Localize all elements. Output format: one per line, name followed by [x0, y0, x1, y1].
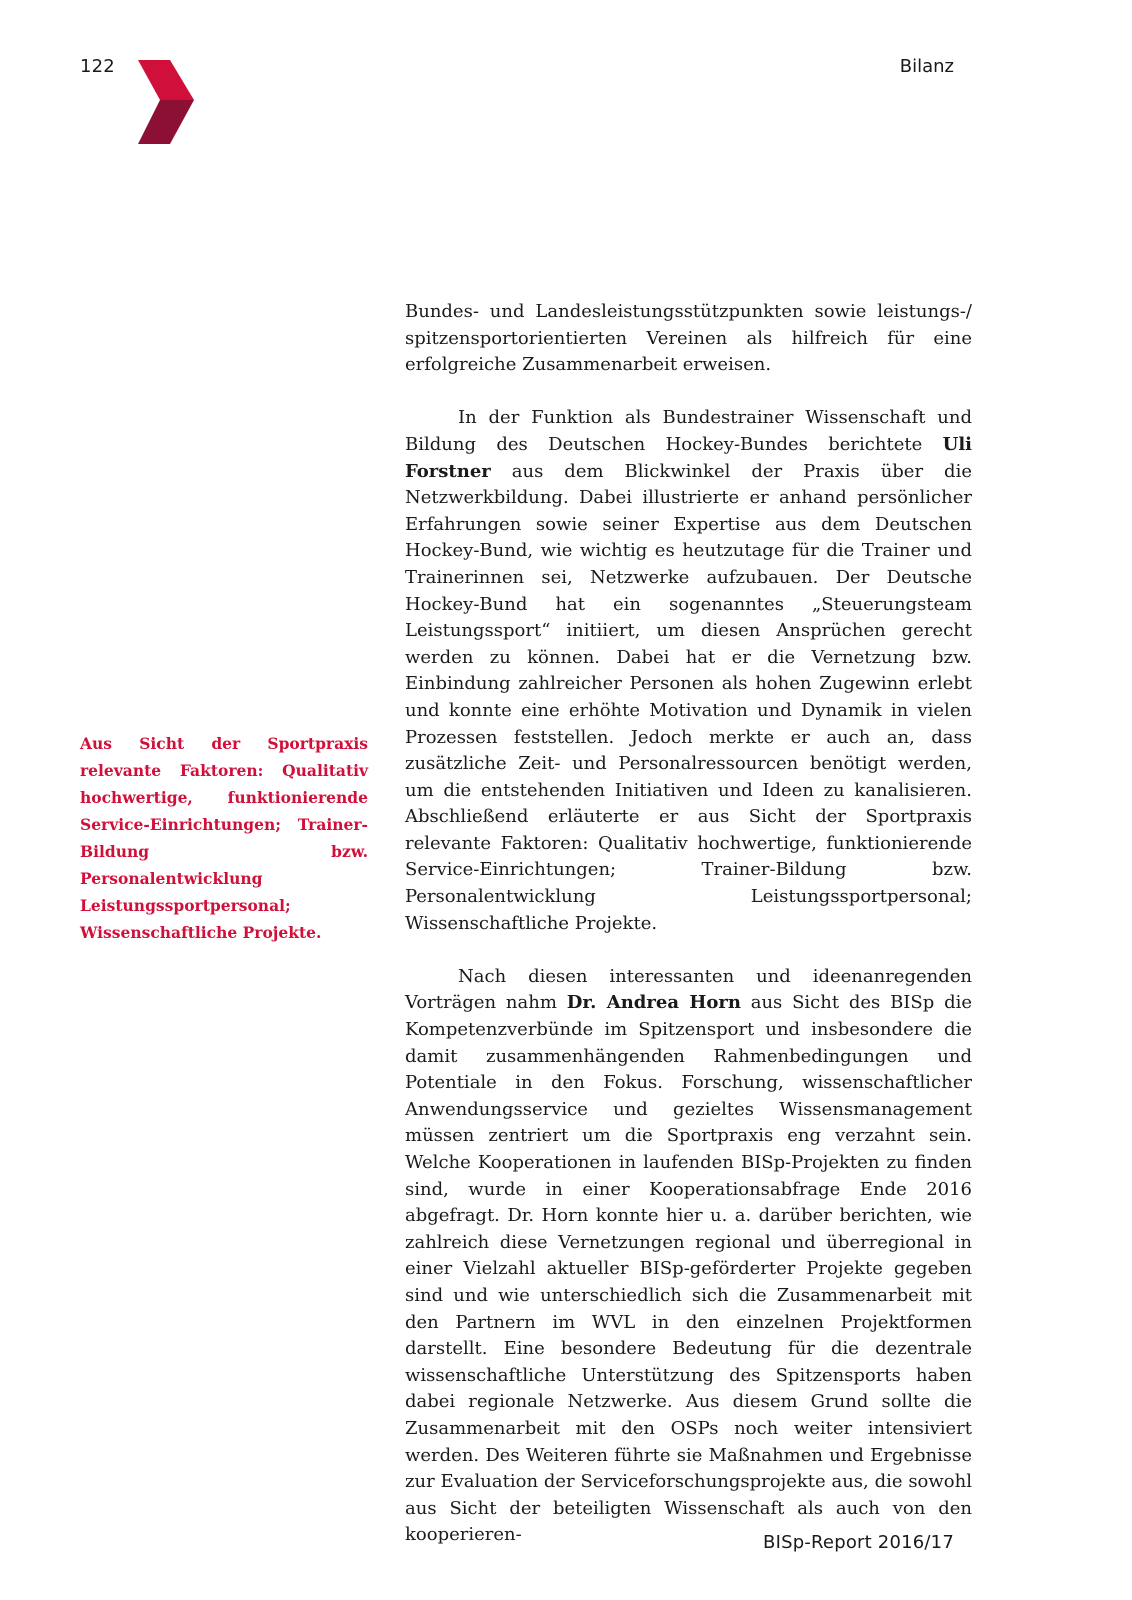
body-text: [405, 299, 972, 1576]
chevron-bottom-part: [138, 100, 194, 144]
speaker-name-forstner: Uli Forstner: [405, 433, 972, 482]
paragraph-1: Bundes- und Landesleistungsstützpunkten sowie leistungs-/ spitzensportorientierten Vereinen als hilfreich für eine erfolgreiche Zusammenarbeit erweisen.: [405, 301, 972, 376]
paragraph-3-lead: Nach diesen interessanten und ideenanregenden Vorträgen nahm: [405, 965, 972, 1014]
section-title: Bilanz: [899, 56, 954, 77]
footer-report-title: BISp-Report 2016/17: [763, 1532, 954, 1553]
paragraph-2: [405, 405, 972, 937]
page-number: 122: [80, 56, 115, 77]
paragraph-3: [405, 964, 972, 1549]
chevron-top-part: [138, 60, 194, 100]
paragraph-3-rest: aus Sicht des BISp die Kompetenzverbünde im Spitzensport und insbesondere die damit zusammenhängenden Rahmenbedingungen und Potentiale in den Fokus. Forschung, wissenschaftlicher Anwendungsservice und gezieltes Wissensmanagement müssen zentriert um die Sportpraxis eng verzahnt sein. Welche Kooperationen in laufenden BISp-Projekten zu finden sind, wurde in einer Kooperationsabfrage Ende 2016 abgefragt. Dr. Horn konnte hier u. a. darüber berichten, wie zahlreich diese Vernetzungen regional und überregional in einer Vielzahl aktueller BISp-geförderter Projekte gegeben sind und wie unterschiedlich sich die Zusammenarbeit mit den Partnern im WVL in den einzelnen Projektformen darstellt. Eine besondere Bedeutung für die dezentrale wissenschaftliche Unterstützung des Spitzensports haben dabei regionale Netzwerke. Aus diesem Grund sollte die Zusammenarbeit mit den OSPs noch weiter intensiviert werden. Des Weiteren führte sie Maßnahmen und Ergebnisse zur Evaluation der Serviceforschungsprojekte aus, die sowohl aus Sicht der beteiligten Wissenschaft als auch von den kooperieren-: [405, 992, 972, 1546]
speaker-name-horn: Dr. Andrea Horn: [566, 992, 741, 1014]
paragraph-2-rest: aus dem Blickwinkel der Praxis über die Netzwerkbildung. Dabei illustrierte er anhand persönlicher Erfahrungen sowie seiner Expertise aus dem Deutschen Hockey-Bund, wie wichtig es heutzutage für die Trainer und Trainerinnen sei, Netzwerke aufzubauen. Der Deutsche Hockey-Bund hat ein sogenanntes „Steuerungsteam Leistungssport“ initiiert, um diesen Ansprüchen gerecht werden zu können. Dabei hat er die Vernetzung bzw. Einbindung zahlreicher Personen als hohen Zugewinn erlebt und konnte eine erhöhte Motivation und Dynamik in vielen Prozessen feststellen. Jedoch merkte er auch an, dass zusätzliche Zeit- und Personalressourcen benötigt werden, um die entstehenden Initiativen und Ideen zu kanalisieren. Abschließend erläuterte er aus Sicht der Sportpraxis relevante Faktoren: Qualitativ hochwertige, funktionierende Service-Einrichtungen; Trainer-Bildung bzw. Personalentwicklung Leistungssportpersonal; Wissenschaftliche Projekte.: [405, 460, 972, 934]
paragraph-2-lead: In der Funktion als Bundestrainer Wissenschaft und Bildung des Deutschen Hockey-Bundes berichtete: [405, 407, 972, 455]
chevron-right-icon: [138, 60, 194, 144]
margin-note: Aus Sicht der Sportpraxis relevante Faktoren: Qualitativ hochwertige, funktionierende Service-Einrichtungen; Trainer-Bildung bzw. Personalentwicklung Leistungssportpersonal; Wissenschaftliche Projekte.: [80, 734, 368, 942]
